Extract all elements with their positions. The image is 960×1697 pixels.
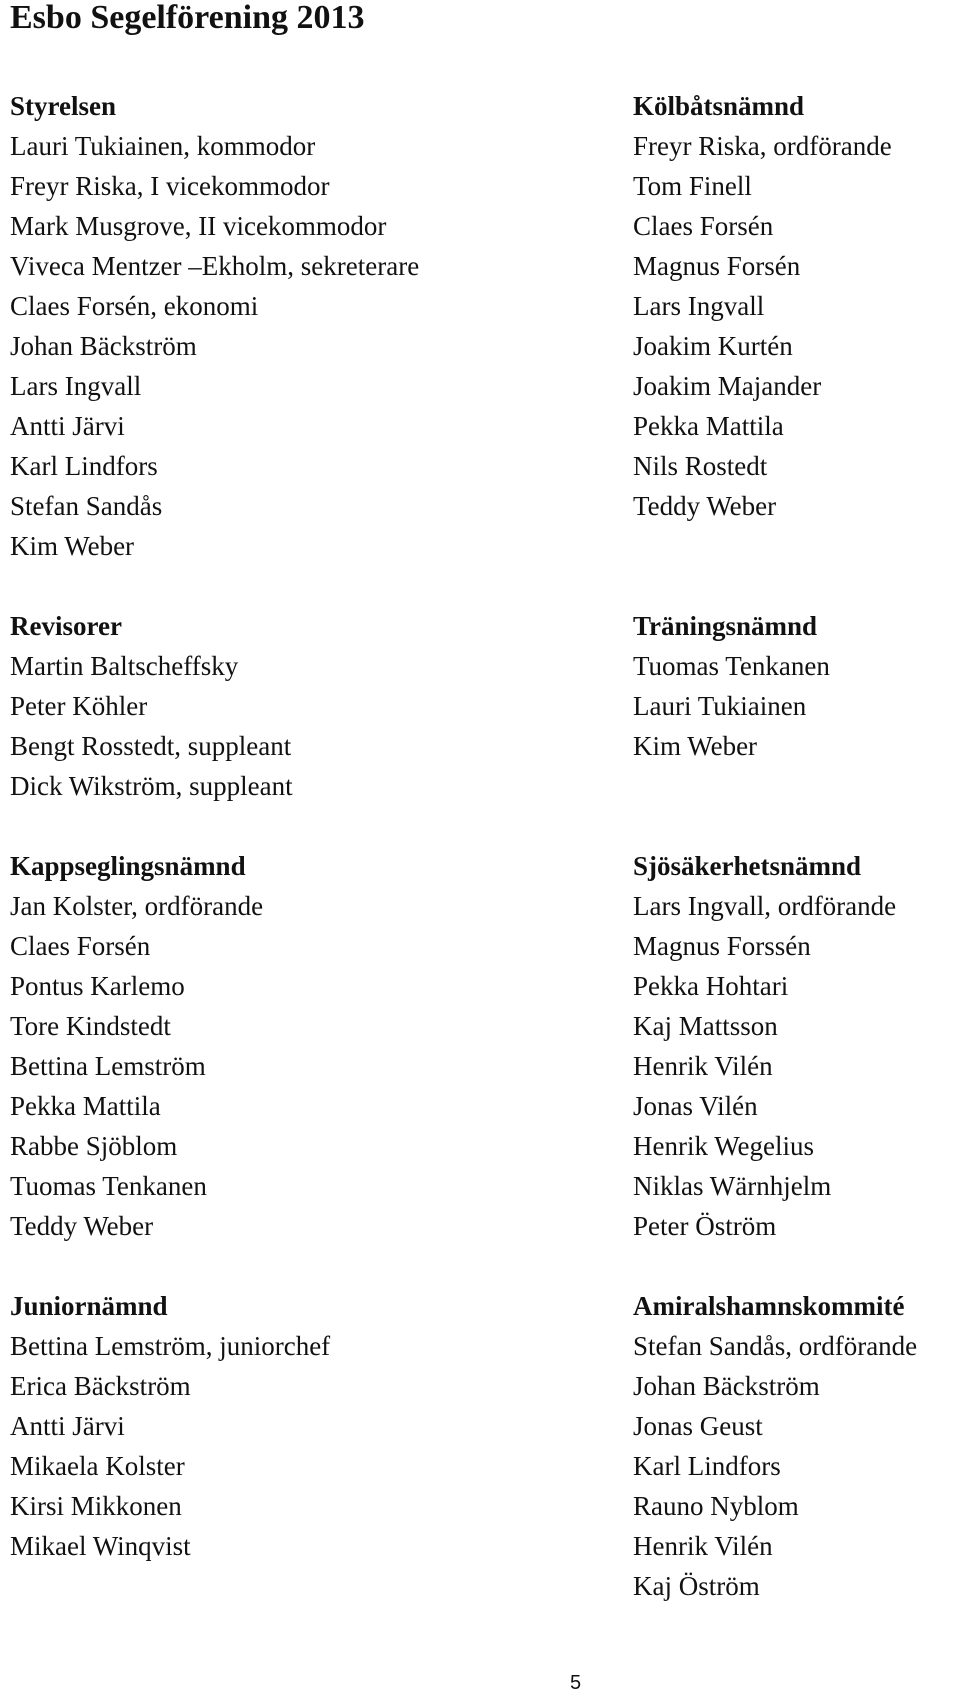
- member-item: Peter Köhler: [10, 691, 148, 721]
- section-heading: Träningsnämnd: [633, 611, 818, 641]
- member-spacer: [633, 766, 958, 806]
- member-item: Magnus Forssén: [633, 931, 811, 961]
- section-heading: Amiralshamnskommité: [633, 1291, 905, 1321]
- member-item: Karl Lindfors: [633, 1451, 781, 1481]
- member-list: [10, 886, 610, 1246]
- right-column: [633, 86, 958, 1646]
- member-item: Lars Ingvall, ordförande: [633, 891, 897, 921]
- member-item: Lars Ingvall: [10, 371, 142, 401]
- member-item: Freyr Riska, ordförande: [633, 131, 892, 161]
- member-item: Jonas Geust: [633, 1411, 763, 1441]
- page-title: Esbo Segelförening 2013: [10, 0, 365, 36]
- member-item: Jonas Vilén: [633, 1091, 758, 1121]
- left-column: [10, 86, 610, 1606]
- member-item: Niklas Wärnhjelm: [633, 1171, 832, 1201]
- member-list: [10, 1326, 610, 1566]
- member-item: Mikaela Kolster: [10, 1451, 185, 1481]
- member-item: Bettina Lemström: [10, 1051, 206, 1081]
- section-heading: Sjösäkerhetsnämnd: [633, 851, 862, 881]
- member-list: [633, 886, 958, 1246]
- member-item: Lars Ingvall: [633, 291, 765, 321]
- member-list: [633, 126, 958, 566]
- member-item: Martin Baltscheffsky: [10, 651, 239, 681]
- member-item: Stefan Sandås, ordförande: [633, 1331, 918, 1361]
- section-heading: Kölbåtsnämnd: [633, 91, 805, 121]
- member-item: Peter Öström: [633, 1211, 777, 1241]
- member-item: Johan Bäckström: [10, 331, 197, 361]
- member-item: Kim Weber: [10, 531, 135, 561]
- member-item: Rauno Nyblom: [633, 1491, 799, 1521]
- member-item: Lauri Tukiainen: [633, 691, 807, 721]
- member-item: Pekka Mattila: [633, 411, 784, 441]
- member-item: Mikael Winqvist: [10, 1531, 191, 1561]
- member-item: Lauri Tukiainen, kommodor: [10, 131, 316, 161]
- member-item: Claes Forsén: [633, 211, 774, 241]
- member-item: Tuomas Tenkanen: [633, 651, 830, 681]
- member-item: Pekka Mattila: [10, 1091, 161, 1121]
- section-kappseglingsnamnd: [10, 846, 610, 1246]
- member-item: Henrik Vilén: [633, 1531, 773, 1561]
- member-list: [633, 1326, 958, 1606]
- member-item: Henrik Wegelius: [633, 1131, 815, 1161]
- member-item: Tuomas Tenkanen: [10, 1171, 207, 1201]
- section-heading: Styrelsen: [10, 91, 116, 121]
- section-heading: Kappseglingsnämnd: [10, 851, 246, 881]
- member-item: Freyr Riska, I vicekommodor: [10, 171, 330, 201]
- member-item: Karl Lindfors: [10, 451, 158, 481]
- member-item: Erica Bäckström: [10, 1371, 191, 1401]
- member-item: Kaj Öström: [633, 1571, 760, 1601]
- member-item: Tore Kindstedt: [10, 1011, 171, 1041]
- member-list: [633, 646, 958, 806]
- member-item: Henrik Vilén: [633, 1051, 773, 1081]
- member-item: Pekka Hohtari: [633, 971, 789, 1001]
- section-styrelsen: [10, 86, 610, 566]
- section-juniornamnd: [10, 1286, 610, 1566]
- member-item: Claes Forsén, ekonomi: [10, 291, 259, 321]
- member-item: Pontus Karlemo: [10, 971, 185, 1001]
- member-item: Rabbe Sjöblom: [10, 1131, 178, 1161]
- member-item: Claes Forsén: [10, 931, 151, 961]
- member-item: Antti Järvi: [10, 411, 125, 441]
- section-amiralshamnskommite: [633, 1286, 958, 1606]
- member-item: Joakim Majander: [633, 371, 822, 401]
- member-item: Nils Rostedt: [633, 451, 768, 481]
- member-item: Bengt Rosstedt, suppleant: [10, 731, 292, 761]
- member-list: [10, 126, 610, 566]
- member-item: Joakim Kurtén: [633, 331, 793, 361]
- page-number: 5: [570, 1672, 582, 1694]
- member-item: Bettina Lemström, juniorchef: [10, 1331, 331, 1361]
- member-item: Kaj Mattsson: [633, 1011, 778, 1041]
- member-item: Tom Finell: [633, 171, 752, 201]
- member-item: Teddy Weber: [633, 491, 777, 521]
- member-item: Kim Weber: [633, 731, 758, 761]
- section-heading: Revisorer: [10, 611, 122, 641]
- member-spacer: [633, 526, 958, 566]
- section-sjosakerhetsnamnd: [633, 846, 958, 1246]
- member-item: Teddy Weber: [10, 1211, 154, 1241]
- section-revisorer: [10, 606, 610, 806]
- member-item: Kirsi Mikkonen: [10, 1491, 182, 1521]
- member-item: Viveca Mentzer –Ekholm, sekreterare: [10, 251, 420, 281]
- member-item: Mark Musgrove, II vicekommodor: [10, 211, 387, 241]
- member-list: [10, 646, 610, 806]
- section-traningsnamnd: [633, 606, 958, 806]
- member-item: Stefan Sandås: [10, 491, 163, 521]
- member-item: Jan Kolster, ordförande: [10, 891, 264, 921]
- member-item: Magnus Forsén: [633, 251, 801, 281]
- member-item: Dick Wikström, suppleant: [10, 771, 293, 801]
- member-item: Antti Järvi: [10, 1411, 125, 1441]
- member-item: Johan Bäckström: [633, 1371, 820, 1401]
- section-heading: Juniornämnd: [10, 1291, 168, 1321]
- section-kolbatsnamnd: [633, 86, 958, 566]
